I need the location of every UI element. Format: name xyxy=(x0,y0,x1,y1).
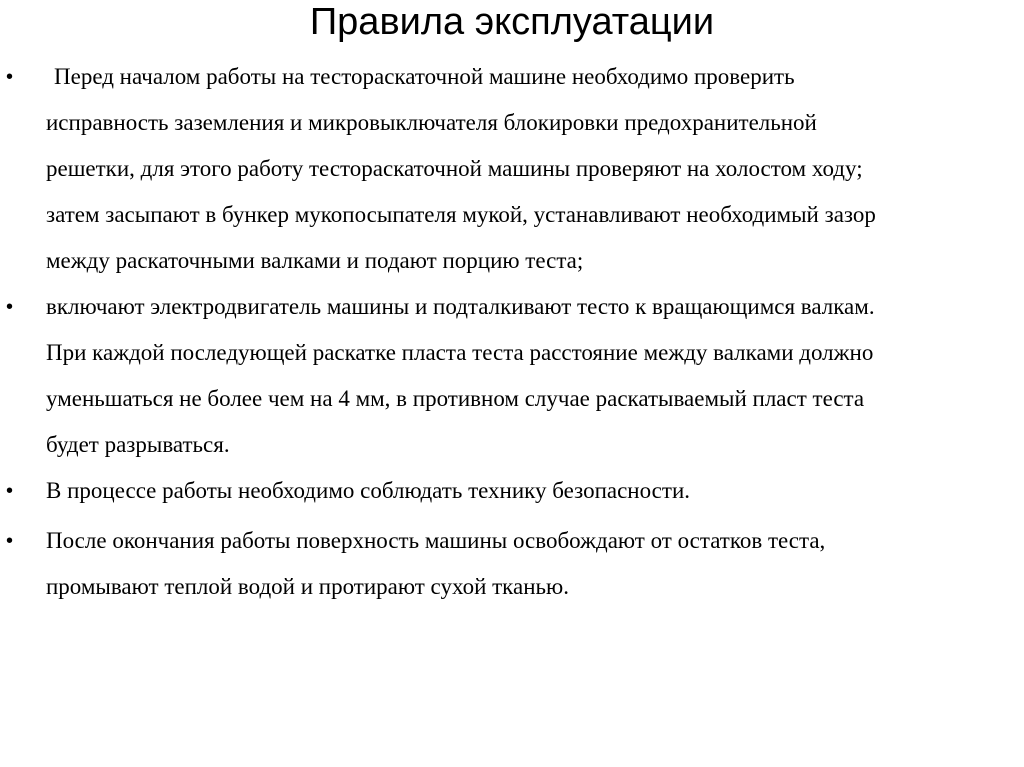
bullet-icon: • xyxy=(6,296,14,318)
bullet-icon: • xyxy=(6,530,14,552)
bullet-list xyxy=(0,54,1024,610)
paragraph-line: промывают теплой водой и протирают сухой тканью. xyxy=(46,574,569,599)
paragraph-line: между раскаточными валками и подают порцию теста; xyxy=(46,248,584,273)
paragraph-line: После окончания работы поверхность машины освобождают от остатков теста, xyxy=(46,528,826,553)
bullet-icon: • xyxy=(6,66,14,88)
paragraph-line: В процессе работы необходимо соблюдать технику безопасности. xyxy=(46,478,690,503)
paragraph-line: будет разрываться. xyxy=(46,432,230,457)
list-item xyxy=(0,468,1024,514)
paragraph-line: Перед началом работы на тестораскаточной машине необходимо проверить xyxy=(54,64,795,89)
paragraph-line: затем засыпают в бункер мукопосыпателя мукой, устанавливают необходимый зазор xyxy=(46,202,876,227)
list-item xyxy=(0,518,1024,610)
paragraph-line: уменьшаться не более чем на 4 мм, в противном случае раскатываемый пласт теста xyxy=(46,386,865,411)
paragraph-line: исправность заземления и микровыключателя блокировки предохранительной xyxy=(46,110,817,135)
bullet-icon: • xyxy=(6,480,14,502)
slide-title: Правила эксплуатации xyxy=(309,1,715,43)
list-item xyxy=(0,284,1024,468)
paragraph-line: При каждой последующей раскатке пласта теста расстояние между валками должно xyxy=(46,340,874,365)
paragraph-line: включают электродвигатель машины и подталкивают тесто к вращающимся валкам. xyxy=(46,294,875,319)
paragraph-line: решетки, для этого работу тестораскаточной машины проверяют на холостом ходу; xyxy=(46,156,863,181)
list-item xyxy=(0,54,1024,284)
